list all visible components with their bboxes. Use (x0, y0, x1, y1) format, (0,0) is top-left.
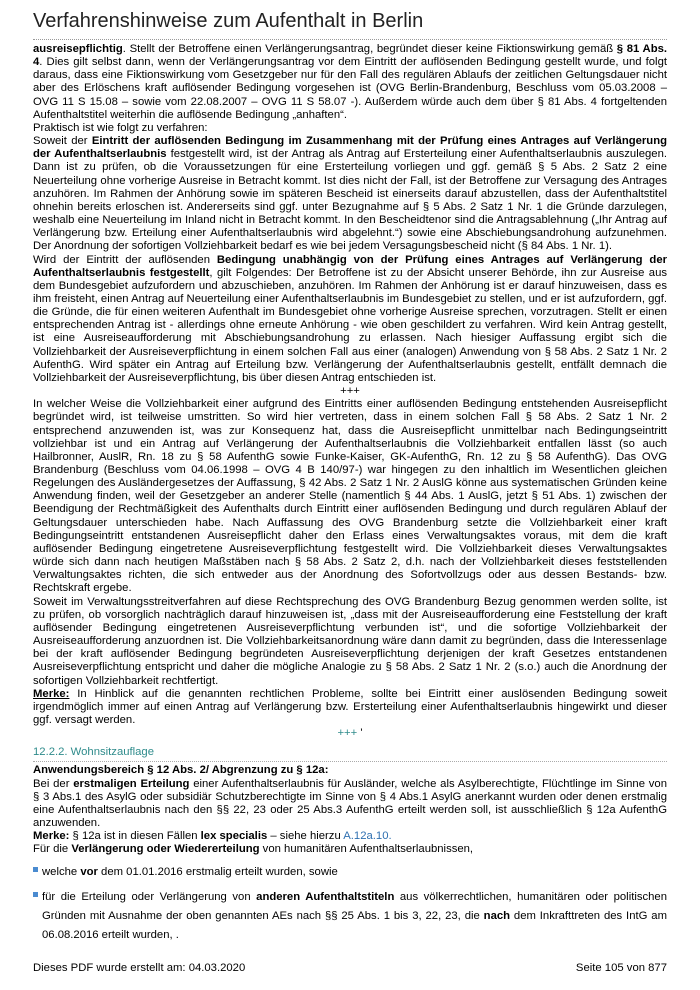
paragraph (33, 830, 667, 843)
bold-text: Anwendungsbereich § 12 Abs. 2/ Abgrenzung zu § 12a: (33, 764, 329, 777)
merke-label: Merke: (33, 830, 70, 843)
separator (33, 727, 667, 740)
document-body (33, 43, 667, 945)
paragraph (33, 764, 667, 777)
bold-text: ausreisepflichtig (33, 43, 123, 55)
text: dem 01.01.2016 erstmalig erteilt wurden, sowie (97, 865, 338, 878)
reference-link[interactable]: A.12a.10. (343, 830, 392, 843)
text: Für die (33, 843, 72, 856)
text: Bei der (33, 777, 74, 790)
separator-mark: +++ (337, 727, 358, 740)
list-item (33, 863, 667, 882)
paragraph (33, 843, 667, 856)
separator: +++ (340, 385, 360, 398)
page-title: Verfahrenshinweise zum Aufenthalt in Berlin (33, 10, 667, 40)
merke-label: Merke: (33, 687, 70, 700)
text: . Stellt der Betroffene einen Verlängerungsantrag, begründet dieser keine Fiktionswirkung gemäß (122, 43, 617, 55)
text: – siehe hierzu (267, 830, 344, 843)
paragraph (33, 254, 667, 386)
footer-created-date: Dieses PDF wurde erstellt am: 04.03.2020 (33, 962, 246, 974)
bold-text: vor (80, 865, 98, 878)
text: aus völkerrechtlichen, humanitären oder politischen Gründen mit Ausnahme der oben genannten AEs nach §§ 25 Abs. 1 bis 3, 22, 23, die (42, 890, 667, 922)
list-item (33, 888, 667, 945)
text: Soweit der (33, 135, 92, 148)
text: , gilt Folgendes: Der Betroffene ist zu der Absicht unserer Behörde, ihn zur Ausreise aus dem Bundesgebiet aufzufordern und abzuschieben, anzuhören. Im Rahmen der Anhörung ist er darauf hinzuweisen, dass es ihm freisteht, einen Antrag auf Neuerteilung einer Aufenthaltserlaubnis im Bundesgebiet zu stellen, und er ist aufzufordern, ggf. die Gründe, die für einen weiteren Aufenthalt im Bundesgebiet ohne vorherige Ausreise sprechen, vorzutragen. Stellt er einen entsprechenden Antrag ist - allerdings ohne erneute Anhörung - wie oben geschildert zu verfahren. Wird kein Antrag gestellt, ist eine Ausreiseaufforderung mit Abschiebungsandrohung zu erlassen. Nach hiesiger Auffassung ergibt sich die Vollziehbarkeit der Ausreiseverpflichtung in einem solchen Fall aus einer (analogen) Anwendung von § 58 Abs. 2 Satz 1 Nr. 2 AufenthG. Wird später ein Antrag auf Erteilung bzw. Verlängerung der Aufenthaltserlaubnis gestellt, entfällt demnach die Vollziehbarkeit der Ausreiseverpflichtung, bis über diesen Antrag entschieden ist. (33, 266, 668, 384)
paragraph (33, 778, 667, 831)
paragraph: Soweit im Verwaltungsstreitverfahren auf diese Rechtsprechung des OVG Brandenburg Bezug genommen werden sollte, ist zu prüfen, ob vorsorglich nachträglich darauf hinzuweisen ist, „dass mit der Ausreiseaufforderung eine Feststellung der kraft auflösender Bedingung eingetretenen Ausreiseverpflichtung verbunden ist“, und die sofortige Vollziehbarkeit der Ausreiseaufforderung anzuordnen ist. Die Vollziehbarkeitsanordnung wäre dann damit zu begründen, dass die Interessenlage bei der kraft auflösender Bedingung begründeten Ausreiseverpflichtung derjenigen der kraft Gesetzes entstandenen Ausreiseverpflichtung entspricht und daher die mögliche Analogie zu § 58 Abs. 2 Satz 1 Nr. 2 (s.o.) auch die Anordnung der sofortigen Vollziehbarkeit rechtfertigt. (33, 595, 667, 687)
bold-text: nach (483, 909, 511, 922)
bullet-icon (33, 892, 38, 897)
paragraph: In welcher Weise die Vollziehbarkeit einer aufgrund des Eintritts einer auflösenden Bedingung entstehenden Ausreisepflicht begründet wird, ist teilweise umstritten. So wird hier vertreten, dass in einem solchen Fall § 58 Abs. 2 Satz 1 Nr. 2 entsprechend anzuwenden ist, was zur Konsequenz hat, dass die Ausreisepflicht unmittelbar nach Bedingungseintritt vollziehbar ist und ein Antrag auf Verlängerung der Aufenthaltserlaubnis die Vollziehbarkeit entfallen lässt (so auch Hailbronner, AuslR, Rn. 18 zu § 58 AufenthG sowie Funke-Kaiser, GK-AufenthG, Rn. 12 zu § 58 AufenthG). Das OVG Brandenburg (Beschluss vom 04.06.1998 – OVG 4 B 140/97-) war hingegen zu den inhaltlich im Wesentlichen gleichen Regelungen des Ausländergesetzes der Auffassung, § 42 Abs. 2 Satz 1 Nr. 2 AuslG könne aus systematischen Gründen keine Anwendung finden, weil der Gesetzgeber an anderer Stelle (namentlich § 44 Abs. 1 AuslG, jetzt § 51 Abs. 1) zwischen der Beendigung der Rechtmäßigkeit des Aufenthalts durch Eintritt einer auflösenden Bedingung und durch regulären Ablauf der Geltungsdauer unterschieden habe. Nach Auffassung des OVG Brandenburg setzte die Vollziehbarkeit einer kraft Bedingungseintritt entstandenen Ausreisepflicht daher den Erlass eines Verwaltungsaktes voraus, mit dem die kraft auflösender Bedingung eingetretene Ausreiseverpflichtung festgestellt wird. Die Vollziehbarkeit dieses Verwaltungsaktes würde sich dann nach heutigen Maßstäben nach § 58 Abs. 2 Satz 2, d.h. nach der Vollziehbarkeit dieses feststellenden Verwaltungsaktes richten, die sich entweder aus der Anordnung des Sofortvollzugs oder aus dessen Bestands- bzw. Rechtskraft ergebe. (33, 398, 667, 595)
text: welche (42, 865, 81, 878)
bold-text: Bedingung unabhängig von der Prüfung eines Antrages auf Verlängerung der Aufenthaltserlaubnis festgestellt (33, 253, 667, 279)
text: festgestellt wird, ist der Antrag als Antrag auf Ersterteilung einer Aufenthaltserlaubnis auszulegen. Dann ist zu prüfen, ob die Voraussetzungen für eine Ersterteilung vorliegen und ggf. gemäß § 5 Abs. 2 Satz 2 eine Neuerteilung ohne vorherige Ausreise in Betracht kommt. Ist dies nicht der Fall, ist der Betroffene zur Versagung des Antrages anzuhören. Im Rahmen der Anhörung sowie im späteren Bescheid ist einerseits darauf abzustellen, dass der Aufenthaltstitel ohnehin bereits erloschen ist. Andererseits sind ggf. unter Bezugnahme auf § 5 Abs. 2 Satz 1 Nr. 1 die Gründe darzulegen, weshalb eine Neuerteilung im Inland nicht in Betracht kommt. In den Bescheidtenor sind die Antragsablehnung („Ihr Antrag auf Verlängerung bzw. Erteilung einer Aufenthaltserlaubnis wird abgelehnt.“) sowie eine Abschiebungsandrohung aufzunehmen. Der Anordnung der sofortigen Vollziehbarkeit bedarf es wie bei jedem Versagungsbescheid nicht (§ 84 Abs. 1 Nr. 1). (33, 148, 667, 253)
text: In Hinblick auf die genannten rechtlichen Probleme, sollte bei Eintritt einer auslösenden Bedingung soweit irgendmöglich immer auf einen Antrag auf Verlängerung bzw. Ersterteilung einer Aufenthaltserlaubnis hingewirkt und dieser ggf. versagt werden. (33, 687, 667, 726)
bullet-icon (33, 867, 38, 872)
text: dem Inkrafttreten des IntG am 06.08.2016 erteilt wurden, . (42, 909, 667, 941)
text: für die Erteilung oder Verlängerung von (42, 890, 257, 903)
paragraph: Praktisch ist wie folgt zu verfahren: (33, 121, 208, 134)
bold-text: Verlängerung oder Wiedererteilung (71, 843, 260, 856)
text: ' (357, 727, 363, 740)
text: einer Aufenthaltserlaubnis für Ausländer, welche als Asylberechtigte, Flüchtlinge im Sinne von § 3 Abs.1 des AsylG oder subsidiär Schutzberechtigte im Sinne von § 4 Abs.1 AsylG anerkannt wurden oder denen erstmalig eine Aufenthaltserlaubnis nach den §§ 22, 23 oder 25 Abs.3 AufenthG erteilt werden soll, ist ausschließlich § 12a AufenthG anzuwenden. (33, 777, 667, 830)
bold-text: Eintritt der auflösenden Bedingung im Zusammenhang mit der Prüfung eines Antrages auf Verlängerung der Aufenthaltserlaubnis (33, 135, 668, 161)
bold-text: § 81 Abs. 4 (33, 43, 668, 69)
paragraph (33, 43, 667, 122)
bold-text: anderen Aufenthaltstiteln (256, 890, 395, 903)
text: § 12a ist in diesen Fällen (69, 830, 201, 843)
text: von humanitären Aufenthaltserlaubnissen, (259, 843, 474, 856)
bold-text: lex specialis (200, 830, 268, 843)
section-heading: 12.2.2. Wohnsitzauflage (33, 746, 667, 762)
text: . Dies gilt selbst dann, wenn der Verlängerungsantrag vor dem Eintritt der auflösenden Bedingung gestellt wurde, und folgt daraus, dass eine Fiktionswirkung vom Gesetzgeber nur für den Fall des regulären Ablaufs der zeitlichen Geltungsdauer nicht aber des Erlöschens kraft auflösender Bedingung vorgesehen ist (OVG Berlin-Brandenburg, Beschluss vom 05.03.2008 – OVG 11 S 15.08 – sowie vom 22.08.2007 – OVG 11 S 58.07 -). Außerdem würde auch dem über § 81 Abs. 4 fortgeltenden Aufenthaltstitel weiterhin die auflösende Bedingung „anhaften“. (33, 56, 667, 121)
text: Wird der Eintritt der auflösenden (33, 253, 217, 266)
page-number: Seite 105 von 877 (575, 962, 667, 974)
paragraph (33, 135, 667, 253)
paragraph (33, 688, 667, 727)
bold-text: erstmaligen Erteilung (73, 777, 190, 790)
page-footer (33, 962, 667, 974)
